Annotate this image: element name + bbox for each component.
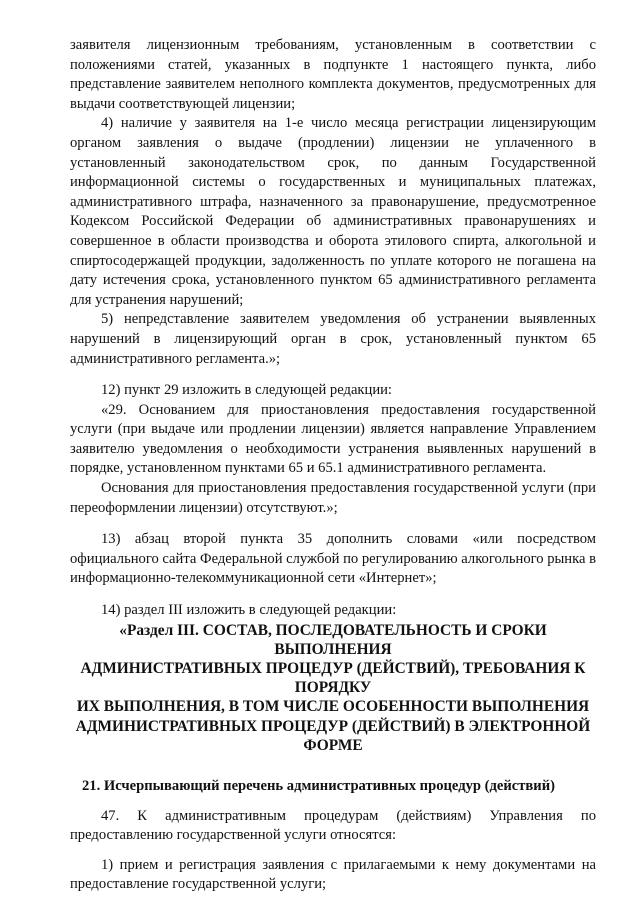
paragraph-continuation: заявителя лицензионным требованиям, установленным в соответствии с положениями статей, указанных в подпункте 1 настоящего пункта, либо представление заявителем неполного комплекта документов, предусмотренных для выдачи соответствующей лицензии; [70,37,596,112]
paragraph-procedure-1: 1) прием и регистрация заявления с прилагаемыми к нему документами на предоставление государственной услуги; [70,856,596,893]
section-heading-line: ФОРМЕ [303,736,363,754]
section-heading-line: «Раздел III. СОСТАВ, ПОСЛЕДОВАТЕЛЬНОСТЬ И СРОКИ [119,621,547,639]
section-heading-line: АДМИНИСТРАТИВНЫХ ПРОЦЕДУР (ДЕЙСТВИЙ), ТРЕБОВАНИЯ К [80,660,586,678]
subsection-title: 21. Исчерпывающий перечень административных процедур (действий) [82,778,555,795]
paragraph-clause-47: 47. К административным процедурам (действиям) Управления по предоставлению государственной услуги относятся: [70,807,596,844]
paragraph-clause-29: «29. Основанием для приостановления предоставления государственной услуги (при выдаче или продлении лицензии) является направление Управлением заявителю уведомления о необходимости устранения выявленных нарушений в порядке, установленном пунктами 65 и 65.1 административного регламента. [70,401,596,477]
paragraph-item-13: 13) абзац второй пункта 35 дополнить словами «или посредством официального сайта Федеральной службой по регулированию алкогольного рынка в информационно-телекоммуникационной сети «Интернет»; [70,531,596,587]
paragraph-item-12: 12) пункт 29 изложить в следующей редакции: [101,382,392,399]
document-page [70,36,596,895]
paragraph-item-14: 14) раздел III изложить в следующей редакции: [101,602,397,619]
paragraph-suspension-grounds: Основания для приостановления предоставления государственной услуги (при переоформлении лицензии) отсутствуют.»; [70,480,596,516]
paragraph-item-4: 4) наличие у заявителя на 1-е число месяца регистрации лицензирующим органом заявления о выдаче (продлении) лицензии не уплаченного в установленный законодательством срок, по данным Государственной информационной системы о государственных и муниципальных платежах, административного штрафа, назначенного за правонарушение, предусмотренное Кодексом Российской Федерации об административных правонарушениях и совершенное в области производства и оборота этилового спирта, алкогольной и спиртосодержащей продукции, задолженность по уплате которого не погашена на дату истечения срока, установленного пунктом 65 административного регламента для устранения нарушений; [70,115,596,308]
section-heading-line: ПОРЯДКУ [294,679,372,697]
section-heading [70,621,596,755]
section-heading-line: ИХ ВЫПОЛНЕНИЯ, В ТОМ ЧИСЛЕ ОСОБЕННОСТИ ВЫПОЛНЕНИЯ [76,698,590,716]
paragraph-item-5: 5) непредставление заявителем уведомления об устранении выявленных нарушений в лицензирующий орган в срок, установленный пунктом 65 административного регламента.»; [70,311,596,367]
section-heading-line: ВЫПОЛНЕНИЯ [274,640,392,658]
section-heading-line: АДМИНИСТРАТИВНЫХ ПРОЦЕДУР (ДЕЙСТВИЙ) В ЭЛЕКТРОННОЙ [75,717,591,735]
